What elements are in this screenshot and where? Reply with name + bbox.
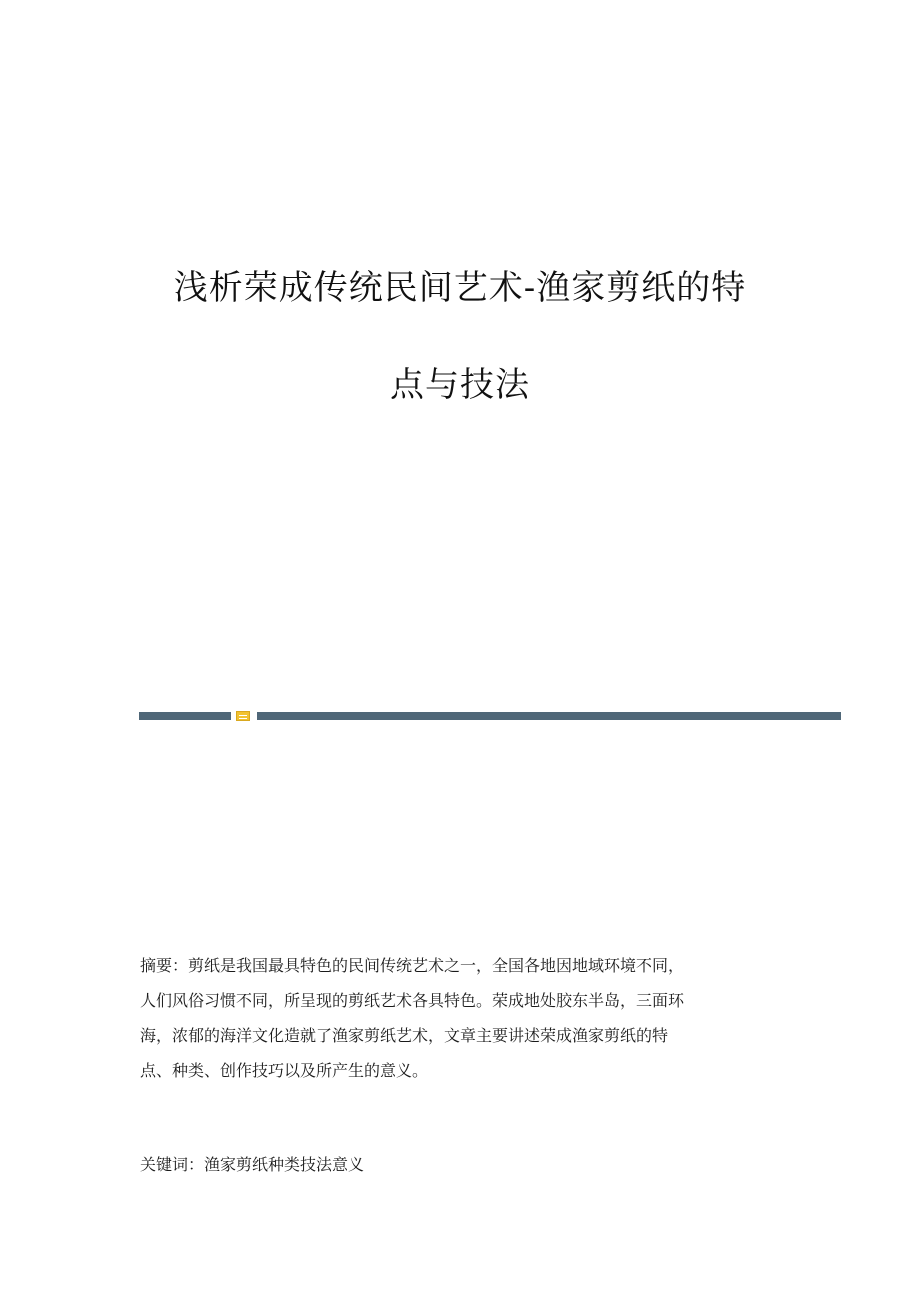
- abstract-line: 点、种类、创作技巧以及所产生的意义。: [140, 1061, 429, 1080]
- abstract-line: 摘要：剪纸是我国最具特色的民间传统艺术之一，全国各地因地域环境不同，: [140, 956, 685, 975]
- abstract-line: 人们风俗习惯不同，所呈现的剪纸艺术各具特色。荣成地处胶东半岛，三面环: [140, 991, 685, 1010]
- divider-left-segment: [139, 712, 231, 720]
- title-divider: [139, 711, 841, 721]
- document-title-line-1: 浅析荣成传统民间艺术-渔家剪纸的特: [173, 268, 747, 308]
- divider-right-segment: [257, 712, 841, 720]
- abstract-line: 海，浓郁的海洋文化造就了渔家剪纸艺术，文章主要讲述荣成渔家剪纸的特: [140, 1026, 669, 1045]
- document-emblem-icon: [236, 711, 250, 721]
- abstract-paragraph: [140, 948, 780, 1088]
- keywords-line: 关键词：渔家剪纸种类技法意义: [140, 1155, 365, 1174]
- document-title-line-2: 点与技法: [390, 365, 530, 405]
